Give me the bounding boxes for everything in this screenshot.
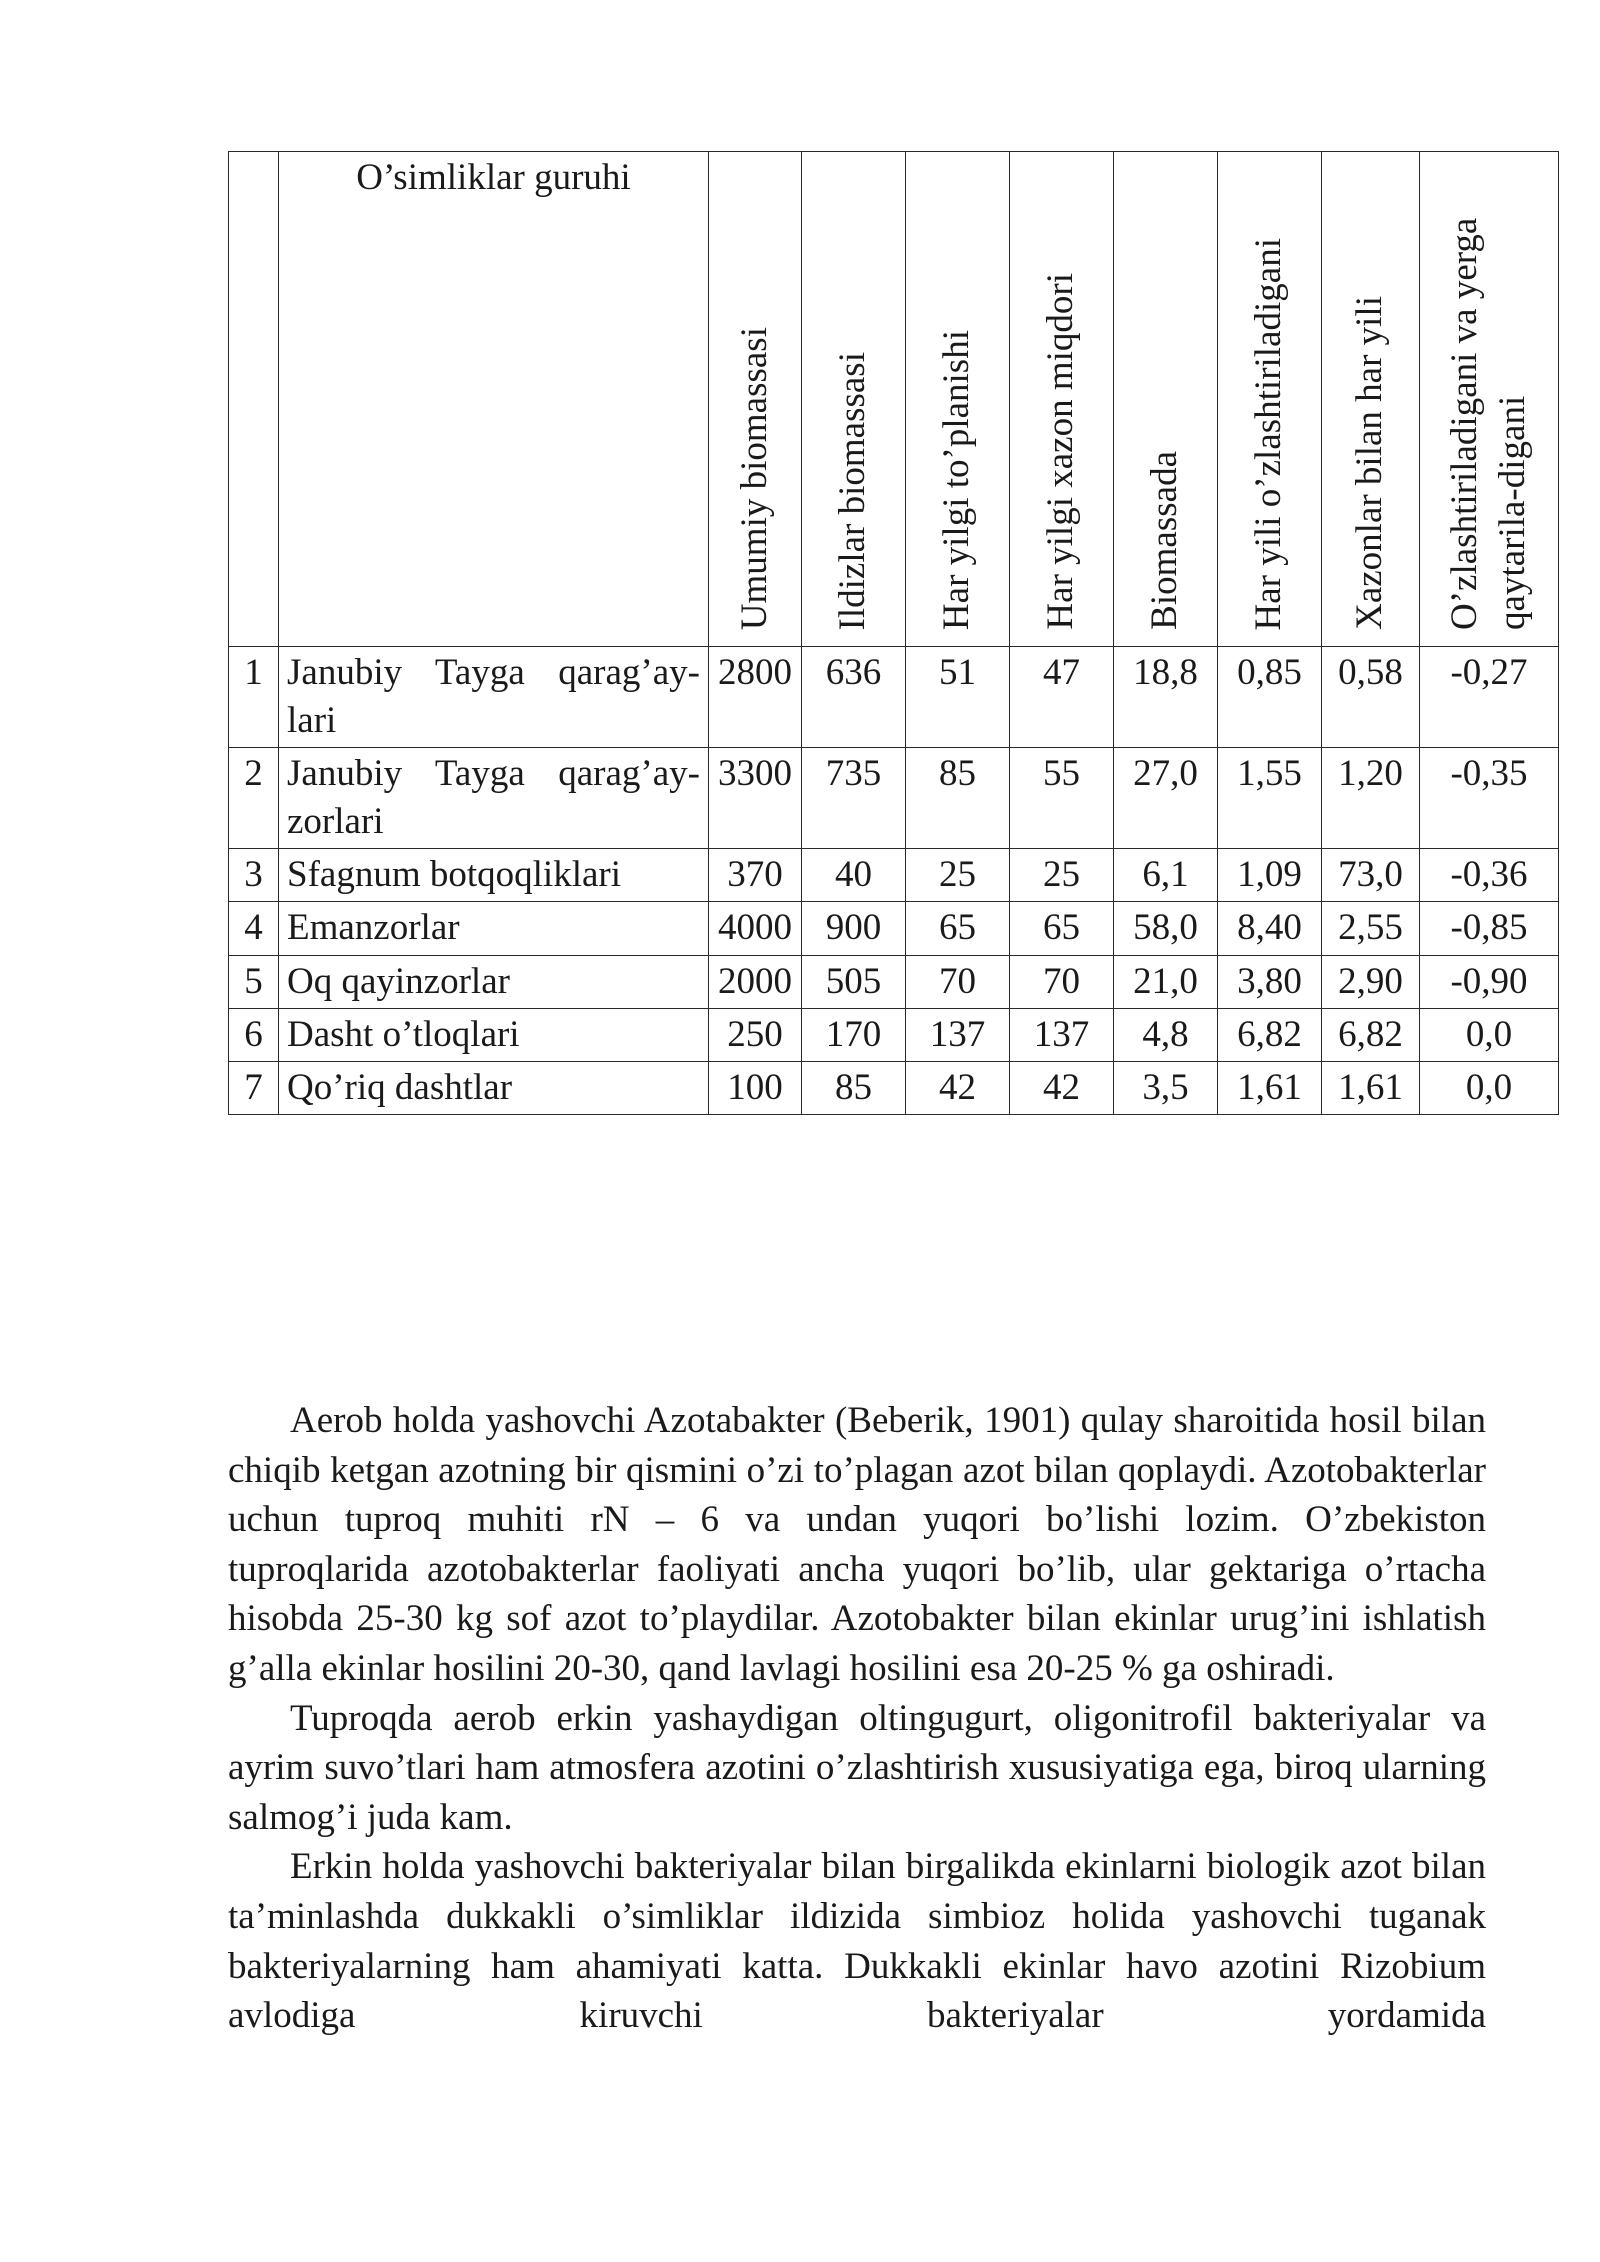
annual-litter-cell: 25 — [1010, 849, 1114, 902]
row-number: 3 — [229, 849, 279, 902]
paragraph-free-living-bacteria: Tuproqda aerob erkin yashaydigan oltingugurt, oligonitrofil bakteriyalar va ayrim suvo’tlari ham atmosfera azotini o’zlashtirish xususiyatiga ega, biroq ularning salmog’i juda kam. — [228, 1697, 1486, 1838]
table-row — [229, 1061, 1559, 1114]
table-row — [229, 955, 1559, 1008]
annual-litter-cell: 47 — [1010, 647, 1114, 748]
assimilated-returned-cell: -0,27 — [1420, 647, 1559, 748]
root-biomass-cell: 505 — [802, 955, 906, 1008]
table-row — [229, 902, 1559, 955]
paragraph-nodule-bacteria: Erkin holda yashovchi bakteriyalar bilan birgalikda ekinlarni biologik azot bilan ta’minlashda dukkakli o’simliklar ildizida simbioz holida yashovchi tuganak bakteriyalarning ham ahamiyati katta. Dukkakli ekinlar havo azotini Rizobium avlodiga kiruvchi bakteriyalar yordamida — [228, 1846, 1486, 2037]
annual-accumulation-cell: 70 — [906, 955, 1010, 1008]
header-plant-group: O’simliklar guruhi — [279, 152, 709, 647]
total-biomass-cell: 250 — [709, 1008, 802, 1061]
header-root-biomass: Ildizlar biomassasi — [802, 152, 906, 647]
row-number: 7 — [229, 1061, 279, 1114]
annual-litter-cell: 70 — [1010, 955, 1114, 1008]
annual-accumulation-cell: 65 — [906, 902, 1010, 955]
in-biomass-cell: 18,8 — [1114, 647, 1218, 748]
total-biomass-cell: 370 — [709, 849, 802, 902]
in-biomass-cell: 4,8 — [1114, 1008, 1218, 1061]
with-litter-cell: 0,58 — [1322, 647, 1420, 748]
row-number: 6 — [229, 1008, 279, 1061]
table-header-row — [229, 152, 1559, 647]
with-litter-cell: 1,20 — [1322, 748, 1420, 849]
annual-litter-cell: 137 — [1010, 1008, 1114, 1061]
in-biomass-cell: 6,1 — [1114, 849, 1218, 902]
plant-group-name: Oq qayinzorlar — [279, 955, 709, 1008]
total-biomass-cell: 4000 — [709, 902, 802, 955]
root-biomass-cell: 40 — [802, 849, 906, 902]
annual-litter-cell: 42 — [1010, 1061, 1114, 1114]
annual-assimilated-cell: 0,85 — [1218, 647, 1322, 748]
with-litter-cell: 2,55 — [1322, 902, 1420, 955]
annual-assimilated-cell: 8,40 — [1218, 902, 1322, 955]
annual-assimilated-cell: 3,80 — [1218, 955, 1322, 1008]
header-with-litter-annual: Xazonlar bilan har yili — [1322, 152, 1420, 647]
plant-group-name: Dasht o’tloqlari — [279, 1008, 709, 1061]
header-annual-litter: Har yilgi xazon miqdori — [1010, 152, 1114, 647]
table-row — [229, 647, 1559, 748]
row-number: 4 — [229, 902, 279, 955]
plant-group-name: Qo’riq dashtlar — [279, 1061, 709, 1114]
header-annual-accumulation: Har yilgi to’planishi — [906, 152, 1010, 647]
annual-assimilated-cell: 1,61 — [1218, 1061, 1322, 1114]
with-litter-cell: 1,61 — [1322, 1061, 1420, 1114]
root-biomass-cell: 636 — [802, 647, 906, 748]
in-biomass-cell: 3,5 — [1114, 1061, 1218, 1114]
plant-group-name: Janubiy Tayga qarag’ay-zorlari — [279, 748, 709, 849]
header-annual-assimilated: Har yili o’zlashtiriladigani — [1218, 152, 1322, 647]
annual-litter-cell: 65 — [1010, 902, 1114, 955]
row-number: 1 — [229, 647, 279, 748]
total-biomass-cell: 2000 — [709, 955, 802, 1008]
plant-group-name: Emanzorlar — [279, 902, 709, 955]
annual-accumulation-cell: 137 — [906, 1008, 1010, 1061]
root-biomass-cell: 735 — [802, 748, 906, 849]
assimilated-returned-cell: 0,0 — [1420, 1061, 1559, 1114]
root-biomass-cell: 900 — [802, 902, 906, 955]
annual-accumulation-cell: 25 — [906, 849, 1010, 902]
data-table — [228, 151, 1559, 1115]
annual-assimilated-cell: 6,82 — [1218, 1008, 1322, 1061]
annual-assimilated-cell: 1,55 — [1218, 748, 1322, 849]
plant-group-name: Sfagnum botqoqliklari — [279, 849, 709, 902]
row-number: 2 — [229, 748, 279, 849]
body-text — [228, 1396, 1486, 2041]
total-biomass-cell: 2800 — [709, 647, 802, 748]
annual-litter-cell: 55 — [1010, 748, 1114, 849]
row-number: 5 — [229, 955, 279, 1008]
annual-accumulation-cell: 42 — [906, 1061, 1010, 1114]
paragraph-azotobacter: Aerob holda yashovchi Azotabakter (Beberik, 1901) qulay sharoitida hosil bilan chiqib ketgan azotning bir qismini o’zi to’plagan azot bilan qoplaydi. Azotobakterlar uchun tuproq muhiti rN – 6 va undan yuqori bo’lishi lozim. O’zbekiston tuproqlarida azotobakterlar faoliyati ancha yuqori bo’lib, ular gektariga o’rtacha hisobda 25-30 kg sof azot to’playdilar. Azotobakter bilan ekinlar urug’ini ishlatish g’alla ekinlar hosilini 20-30, qand lavlagi hosilini esa 20-25 % ga oshiradi. — [228, 1400, 1486, 1689]
total-biomass-cell: 3300 — [709, 748, 802, 849]
header-number — [229, 152, 279, 647]
assimilated-returned-cell: -0,36 — [1420, 849, 1559, 902]
in-biomass-cell: 21,0 — [1114, 955, 1218, 1008]
assimilated-returned-cell: 0,0 — [1420, 1008, 1559, 1061]
annual-accumulation-cell: 85 — [906, 748, 1010, 849]
annual-accumulation-cell: 51 — [906, 647, 1010, 748]
table-row — [229, 849, 1559, 902]
root-biomass-cell: 85 — [802, 1061, 906, 1114]
table-row — [229, 748, 1559, 849]
assimilated-returned-cell: -0,35 — [1420, 748, 1559, 849]
header-in-biomass: Biomassada — [1114, 152, 1218, 647]
header-total-biomass: Umumiy biomassasi — [709, 152, 802, 647]
total-biomass-cell: 100 — [709, 1061, 802, 1114]
with-litter-cell: 73,0 — [1322, 849, 1420, 902]
header-assimilated-returned: O’zlashtiriladigani va yerga qaytarila-digani — [1420, 152, 1559, 647]
plant-group-name: Janubiy Tayga qarag’ay-lari — [279, 647, 709, 748]
assimilated-returned-cell: -0,90 — [1420, 955, 1559, 1008]
in-biomass-cell: 27,0 — [1114, 748, 1218, 849]
annual-assimilated-cell: 1,09 — [1218, 849, 1322, 902]
with-litter-cell: 2,90 — [1322, 955, 1420, 1008]
root-biomass-cell: 170 — [802, 1008, 906, 1061]
with-litter-cell: 6,82 — [1322, 1008, 1420, 1061]
table-row — [229, 1008, 1559, 1061]
in-biomass-cell: 58,0 — [1114, 902, 1218, 955]
assimilated-returned-cell: -0,85 — [1420, 902, 1559, 955]
